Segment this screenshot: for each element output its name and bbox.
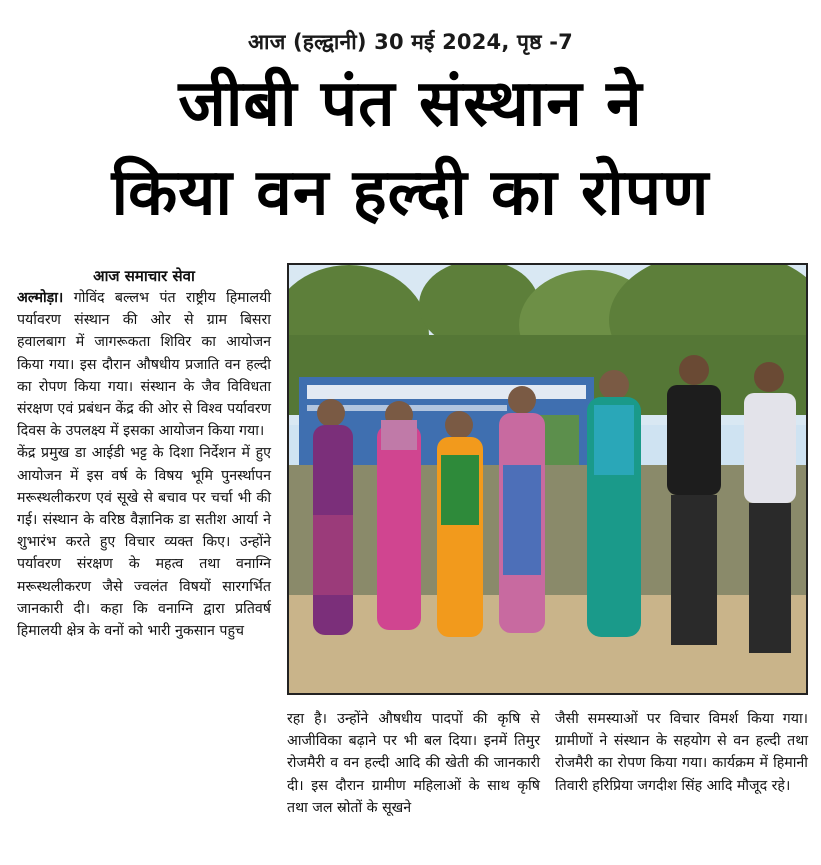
byline: आज समाचार सेवा: [93, 267, 195, 285]
headline-line-2: किया वन हल्दी का रोपण: [111, 156, 710, 230]
news-photo: [287, 263, 808, 695]
headline-line-1: जीबी पंत संस्थान ने: [178, 67, 643, 141]
news-photo-illustration: [289, 265, 806, 693]
article-column-3: [555, 708, 808, 797]
paragraph-1-text: गोविंद बल्लभ पंत राष्ट्रीय हिमालयी पर्यावरण संस्थान की ओर से ग्राम बिसरा हवालबाग में जागरूकता शिविर का आयोजन किया गया। इस दौरान औषधीय प्रजाति वन हल्दी का रोपण किया गया। संस्थान के जैव विविधता संरक्षण एवं प्रबंधन केंद्र की ओर से विश्व पर्यावरण दिवस के उपलक्ष्य में इसका आयोजन किया गया।: [17, 290, 271, 440]
paragraph-3: रहा है। उन्होंने औषधीय पादपों की कृषि से आजीविका बढ़ाने पर भी बल दिया। इनमें तिमुर रोजमैरी व वन हल्दी आदि की खेती की जानकारी दी। इस दौरान ग्रामीण महिलाओं के साथ कृषि तथा जल स्रोतों के सूखने: [287, 711, 540, 816]
article-column-2: [287, 708, 540, 819]
dateline: आज (हल्द्वानी) 30 मई 2024, पृष्ठ -7: [248, 30, 573, 54]
place-name: अल्मोड़ा।: [17, 290, 64, 306]
photo-ground: [289, 595, 806, 693]
paragraph-4: जैसी समस्याओं पर विचार विमर्श किया गया। ग्रामीणों ने संस्थान के सहयोग से वन हल्दी तथा रोजमैरी का रोपण किया गया। कार्यक्रम में हिमानी तिवारी हरिप्रिया जगदीश सिंह आदि मौजूद रहे।: [555, 711, 808, 794]
paragraph-2: केंद्र प्रमुख डा आईडी भट्ट के दिशा निर्देशन में हुए आयोजन में इस वर्ष के विषय भूमि पुनर्स्थापन मरूस्थलीकरण एवं सूखे से बचाव पर चर्चा भी की गई। संस्थान के वरिष्ठ वैज्ञानिक डा सतीश आर्या ने शुभारंभ करते हुए विचार व्यक्त किए। उन्होंने पर्यावरण संरक्षण के महत्व तथा वनाग्नि मरूस्थलीकरण जैसे ज्वलंत विषयों सारगर्भित जानकारी दी। कहा कि वनाग्नि द्वारा प्रतिवर्ष हिमालयी क्षेत्र के वनों को भारी नुकसान पहुच: [17, 445, 271, 640]
paragraph-1: [17, 287, 271, 442]
article-column-1: [17, 265, 271, 642]
